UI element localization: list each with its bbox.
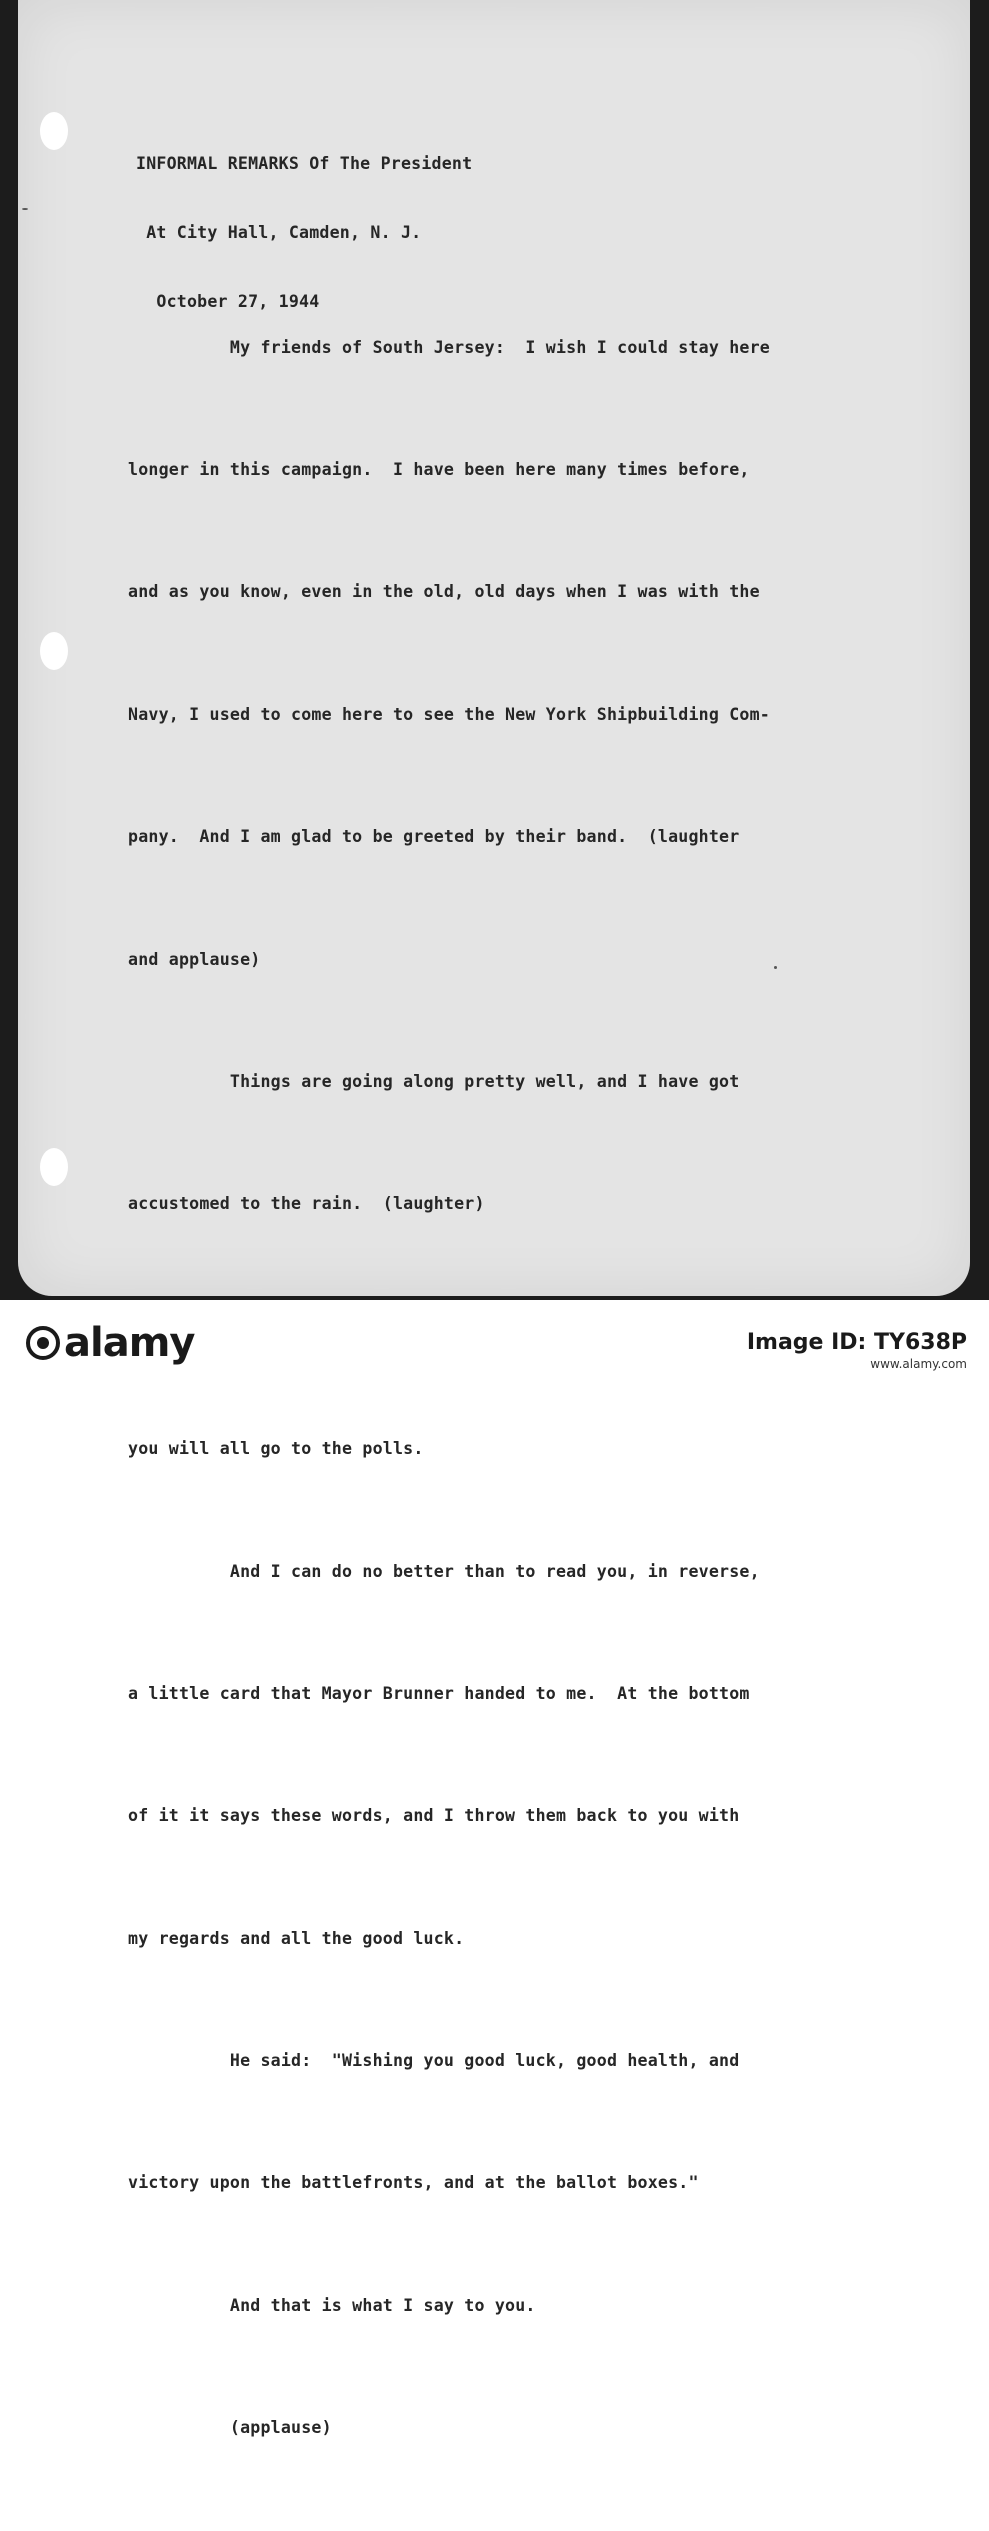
- alamy-logo-icon: [26, 1324, 60, 1358]
- body-line: my regards and all the good luck.: [128, 1928, 465, 1948]
- body-line: He said: "Wishing you good luck, good health, and: [128, 2051, 740, 2071]
- brand-name: alamy: [64, 1320, 195, 1366]
- brand-logo: [26, 1320, 194, 1366]
- image-id: Image ID: TY638P: [746, 1330, 967, 1355]
- body-line: accustomed to the rain. (laughter): [128, 1194, 485, 1214]
- body-line: Things are going along pretty well, and I have got: [128, 1071, 740, 1091]
- ink-speck: [22, 208, 28, 210]
- punch-hole-top: [40, 112, 68, 150]
- body-line: And I can do no better than to read you, in reverse,: [128, 1561, 760, 1581]
- heading-line: INFORMAL REMARKS Of The President: [136, 154, 473, 173]
- body-line: Navy, I used to come here to see the New York Shipbuilding Com-: [128, 704, 770, 724]
- heading-line: At City Hall, Camden, N. J.: [136, 223, 422, 242]
- body-line: longer in this campaign. I have been here many times before,: [128, 459, 750, 479]
- punch-hole-middle: [40, 632, 68, 670]
- body-line: and applause): [128, 949, 261, 969]
- body-line: pany. And I am glad to be greeted by their band. (laughter: [128, 827, 740, 847]
- body-line: And that is what I say to you.: [128, 2295, 536, 2315]
- image-meta: [747, 1328, 967, 1371]
- heading-line: October 27, 1944: [136, 292, 320, 311]
- site-url: www.alamy.com: [870, 1357, 967, 1371]
- body-line: My friends of South Jersey: I wish I could stay here: [128, 337, 770, 357]
- body-line: of it it says these words, and I throw them back to you with: [128, 1806, 740, 1826]
- body-line: and as you know, even in the old, old days when I was with the: [128, 582, 760, 602]
- body-line: (applause): [128, 2418, 332, 2438]
- stock-footer-bar: [0, 1300, 989, 1390]
- punch-hole-bottom: [40, 1148, 68, 1186]
- body-line: a little card that Mayor Brunner handed to me. At the bottom: [128, 1683, 750, 1703]
- body-line: you will all go to the polls.: [128, 1439, 424, 1459]
- body-line: victory upon the battlefronts, and at the ballot boxes.": [128, 2173, 699, 2193]
